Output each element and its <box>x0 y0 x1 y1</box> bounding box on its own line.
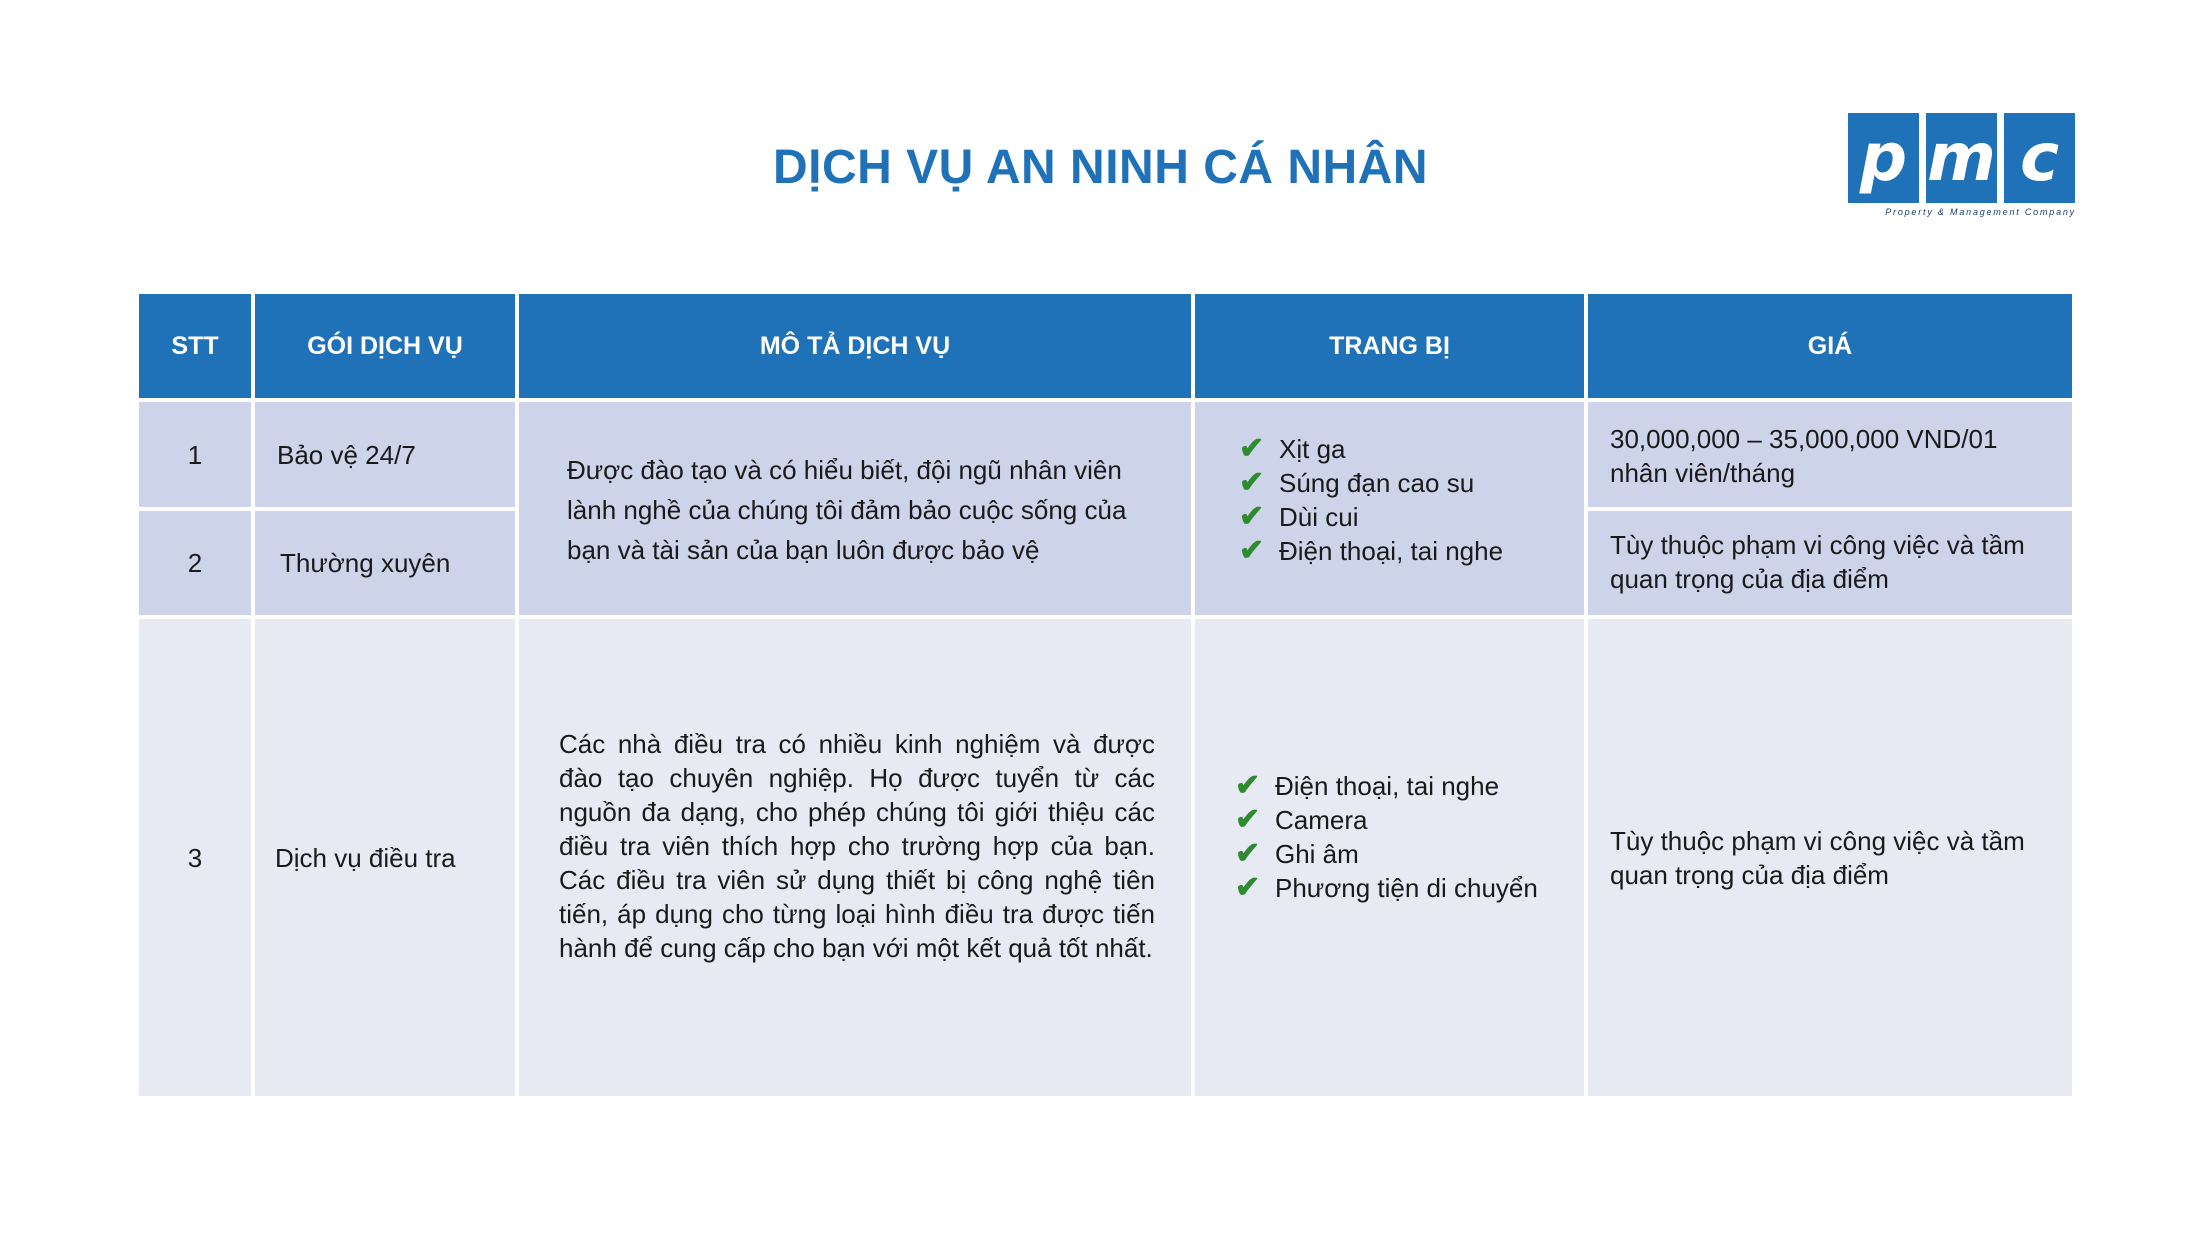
header-package: GÓI DỊCH VỤ <box>255 294 515 398</box>
header-description: MÔ TẢ DỊCH VỤ <box>519 294 1191 398</box>
logo-letter-p: p <box>1848 113 1919 203</box>
equipment-item: ✔ Dùi cui <box>1239 500 1359 533</box>
header-price: GIÁ <box>1588 294 2072 398</box>
logo-letter-c: c <box>2004 113 2075 203</box>
row2-package: Thường xuyên <box>255 511 515 615</box>
pmc-logo <box>1848 113 2076 217</box>
check-icon: ✔ <box>1239 500 1265 533</box>
check-icon: ✔ <box>1235 803 1261 836</box>
equipment-item: ✔ Camera <box>1235 803 1368 836</box>
header-stt: STT <box>139 294 251 398</box>
row1-package: Bảo vệ 24/7 <box>255 402 515 507</box>
equipment-item: ✔ Xịt ga <box>1239 432 1346 465</box>
equipment-item: ✔ Ghi âm <box>1235 837 1359 870</box>
description-row-3 <box>519 619 1191 1096</box>
check-icon: ✔ <box>1239 466 1265 499</box>
description-text-1-2: Được đào tạo và có hiểu biết, đội ngũ nhân viên lành nghề của chúng tôi đảm bảo cuộc sống của bạn và tài sản của bạn luôn được bảo vệ <box>567 455 1127 565</box>
equipment-item: ✔ Điện thoại, tai nghe <box>1235 769 1500 802</box>
row1-stt: 1 <box>139 402 251 507</box>
row2-price: Tùy thuộc phạm vi công việc và tầm quan trọng của địa điểm <box>1588 511 2072 615</box>
header-equipment: TRANG BỊ <box>1195 294 1584 398</box>
row3-package: Dịch vụ điều tra <box>255 619 515 1096</box>
logo-letter-m: m <box>1926 113 1997 203</box>
equipment-item: ✔ Phương tiện di chuyển <box>1235 871 1538 904</box>
equipment-item: ✔ Súng đạn cao su <box>1239 466 1475 499</box>
row3-stt: 3 <box>139 619 251 1096</box>
page-title: DỊCH VỤ AN NINH CÁ NHÂN <box>772 141 1429 194</box>
check-icon: ✔ <box>1235 769 1261 802</box>
row1-price: 30,000,000 – 35,000,000 VND/01 nhân viên/tháng <box>1588 402 2072 507</box>
check-icon: ✔ <box>1239 432 1265 465</box>
check-icon: ✔ <box>1239 534 1265 567</box>
description-rows-1-2 <box>519 402 1191 615</box>
description-text-3: Các nhà điều tra có nhiều kinh nghiệm và được đào tạo chuyên nghiệp. Họ được tuyển từ các nguồn đa dạng, cho phép chúng tôi giới thiệu các điều tra viên thích hợp cho trường hợp của bạn. Các điều tra viên sử dụng thiết bị công nghệ tiên tiến, áp dụng cho từng loại hình điều tra được tiến hành để cung cấp cho bạn với một kết quả tốt nhất. <box>559 729 1155 963</box>
logo-tagline: Property & Management Company <box>1885 207 2076 217</box>
equipment-rows-1-2 <box>1195 402 1584 615</box>
check-icon: ✔ <box>1235 837 1261 870</box>
row2-stt: 2 <box>139 511 251 615</box>
equipment-row-3 <box>1195 619 1584 1096</box>
row3-price: Tùy thuộc phạm vi công việc và tầm quan trọng của địa điểm <box>1588 619 2072 1096</box>
equipment-item: ✔ Điện thoại, tai nghe <box>1239 534 1504 567</box>
check-icon: ✔ <box>1235 871 1261 904</box>
